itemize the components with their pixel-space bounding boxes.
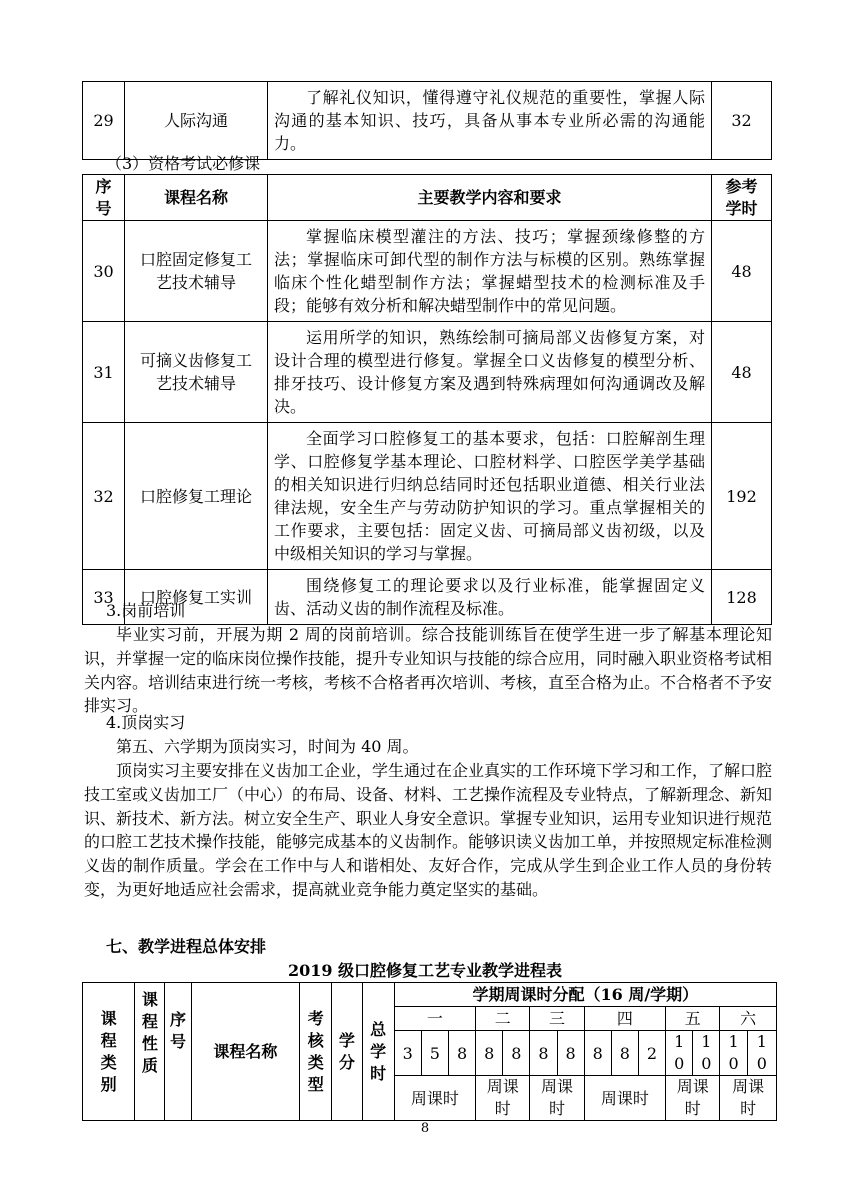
paragraph: 第五、六学期为顶岗实习，时间为 40 周。	[116, 737, 419, 756]
course-content: 全面学习口腔修复工的基本要求，包括：口腔解剖生理学、口腔修复学基本理论、口腔材料学、口腔医学美学基础的相关知识进行归纳总结同时还包括职业道德、相关行业法律法规，安全生产与劳动防护知识的学习。重点掌握相关的工作要求，主要包括：固定义齿、可摘局部义齿初级，以及中级相关知识的学习与掌握。	[268, 423, 712, 570]
chapter-heading: 七、教学进程总体安排	[106, 937, 267, 956]
section-heading: 4.顶岗实习	[106, 713, 186, 732]
week-label: 周课时	[530, 1076, 584, 1121]
header-total: 总学时	[362, 983, 394, 1121]
table-header-row	[83, 175, 772, 221]
week-count: 8	[476, 1031, 503, 1076]
header-credit: 学分	[332, 983, 362, 1121]
course-hours: 32	[712, 82, 772, 160]
course-hours: 48	[712, 221, 772, 322]
table-row	[83, 423, 772, 570]
course-name: 口腔修复工实训	[125, 570, 268, 625]
semester-3: 三	[530, 1007, 584, 1031]
header-name: 课程名称	[125, 175, 268, 221]
section-caption: （3）资格考试必修课	[106, 154, 261, 173]
course-name: 人际沟通	[125, 82, 268, 160]
header-no: 序号	[83, 175, 125, 221]
paragraph: 顶岗实习主要安排在义齿加工企业，学生通过在企业真实的工作环境下学习和工作，了解口腔技工室或义齿加工厂（中心）的布局、设备、材料、工艺操作流程及专业特点，了解新理念、新知识、新技术、新方法。树立安全生产、职业人身安全意识。掌握专业知识，运用专业知识进行规范的口腔工艺技术操作技能，能够完成基本的义齿制作。能够识读义齿加工单，并按照规定标准检测义齿的制作质量。学会在工作中与人和谐相处、友好合作，完成从学生到企业工作人员的身份转变，为更好地适应社会需求，提高就业竞争能力奠定坚实的基础。	[84, 761, 773, 899]
week-label: 周课时	[394, 1076, 475, 1121]
course-no: 29	[83, 82, 125, 160]
table-row	[83, 82, 772, 160]
week-label: 周课时	[476, 1076, 530, 1121]
course-name: 口腔固定修复工艺技术辅导	[125, 221, 268, 322]
week-count: 3	[394, 1031, 421, 1076]
schedule-table	[82, 982, 777, 1121]
table-row	[83, 322, 772, 423]
week-count: 10	[720, 1031, 747, 1076]
semester-1: 一	[394, 1007, 475, 1031]
week-count: 8	[448, 1031, 475, 1076]
header-content: 主要教学内容和要求	[268, 175, 712, 221]
week-count: 8	[584, 1031, 611, 1076]
course-no: 32	[83, 423, 125, 570]
week-count: 8	[557, 1031, 584, 1076]
week-count: 8	[611, 1031, 638, 1076]
week-label: 周课时	[584, 1076, 665, 1121]
header-category: 课程类别	[83, 983, 135, 1121]
table-row	[83, 221, 772, 322]
course-hours: 48	[712, 322, 772, 423]
week-label: 周课时	[720, 1076, 777, 1121]
week-count: 5	[421, 1031, 448, 1076]
course-no: 31	[83, 322, 125, 423]
course-name: 口腔修复工理论	[125, 423, 268, 570]
course-hours: 192	[712, 423, 772, 570]
course-content: 掌握临床模型灌注的方法、技巧；掌握颈缘修整的方法；掌握临床可卸代型的制作方法与标模的区别。熟练掌握临床个性化蜡型制作方法；掌握蜡型技术的检测标准及手段；能够有效分析和解决蜡型制作中的常见问题。	[268, 221, 712, 322]
week-count: 8	[503, 1031, 530, 1076]
week-label: 周课时	[666, 1076, 720, 1121]
semester-4: 四	[584, 1007, 665, 1031]
week-count: 10	[747, 1031, 776, 1076]
course-name: 可摘义齿修复工艺技术辅导	[125, 322, 268, 423]
header-hours: 参考学时	[712, 175, 772, 221]
schedule-title: 2019 级口腔修复工艺专业教学进程表	[287, 961, 563, 980]
table-header-row	[83, 983, 777, 1007]
header-nature: 课程性质	[135, 983, 165, 1121]
paragraph: 毕业实习前，开展为期 2 周的岗前培训。综合技能训练旨在使学生进一步了解基本理论知识，并掌握一定的临床岗位操作技能，提升专业知识与技能的综合应用，同时融入职业资格考试相关内容。培训结束进行统一考核，考核不合格者再次培训、考核，直至合格为止。不合格者不予安排实习。	[84, 625, 773, 716]
header-no: 序号	[165, 983, 191, 1121]
course-content: 运用所学的知识，熟练绘制可摘局部义齿修复方案，对设计合理的模型进行修复。掌握全口义齿修复的模型分析、排牙技巧、设计修复方案及遇到特殊病理如何沟通调改及解决。	[268, 322, 712, 423]
course-no: 30	[83, 221, 125, 322]
week-count: 2	[638, 1031, 665, 1076]
semester-2: 二	[476, 1007, 530, 1031]
page-number: 8	[420, 1121, 430, 1136]
week-count: 8	[530, 1031, 557, 1076]
header-exam: 考核类型	[300, 983, 332, 1121]
semester-6: 六	[720, 1007, 777, 1031]
cert-course-table	[82, 174, 772, 625]
course-content: 了解礼仪知识，懂得遵守礼仪规范的重要性，掌握人际沟通的基本知识、技巧，具备从事本专业所必需的沟通能力。	[268, 82, 712, 160]
header-name: 课程名称	[191, 983, 300, 1121]
week-count: 10	[666, 1031, 693, 1076]
week-count: 10	[693, 1031, 720, 1076]
section-heading: 3.岗前培训	[106, 601, 186, 620]
header-distribution: 学期周课时分配（16 周/学期）	[394, 983, 776, 1007]
semester-5: 五	[666, 1007, 720, 1031]
course-no: 33	[83, 570, 125, 625]
course-table-continued	[82, 81, 772, 160]
course-hours: 128	[712, 570, 772, 625]
course-content: 围绕修复工的理论要求以及行业标准，能掌握固定义齿、活动义齿的制作流程及标准。	[268, 570, 712, 625]
